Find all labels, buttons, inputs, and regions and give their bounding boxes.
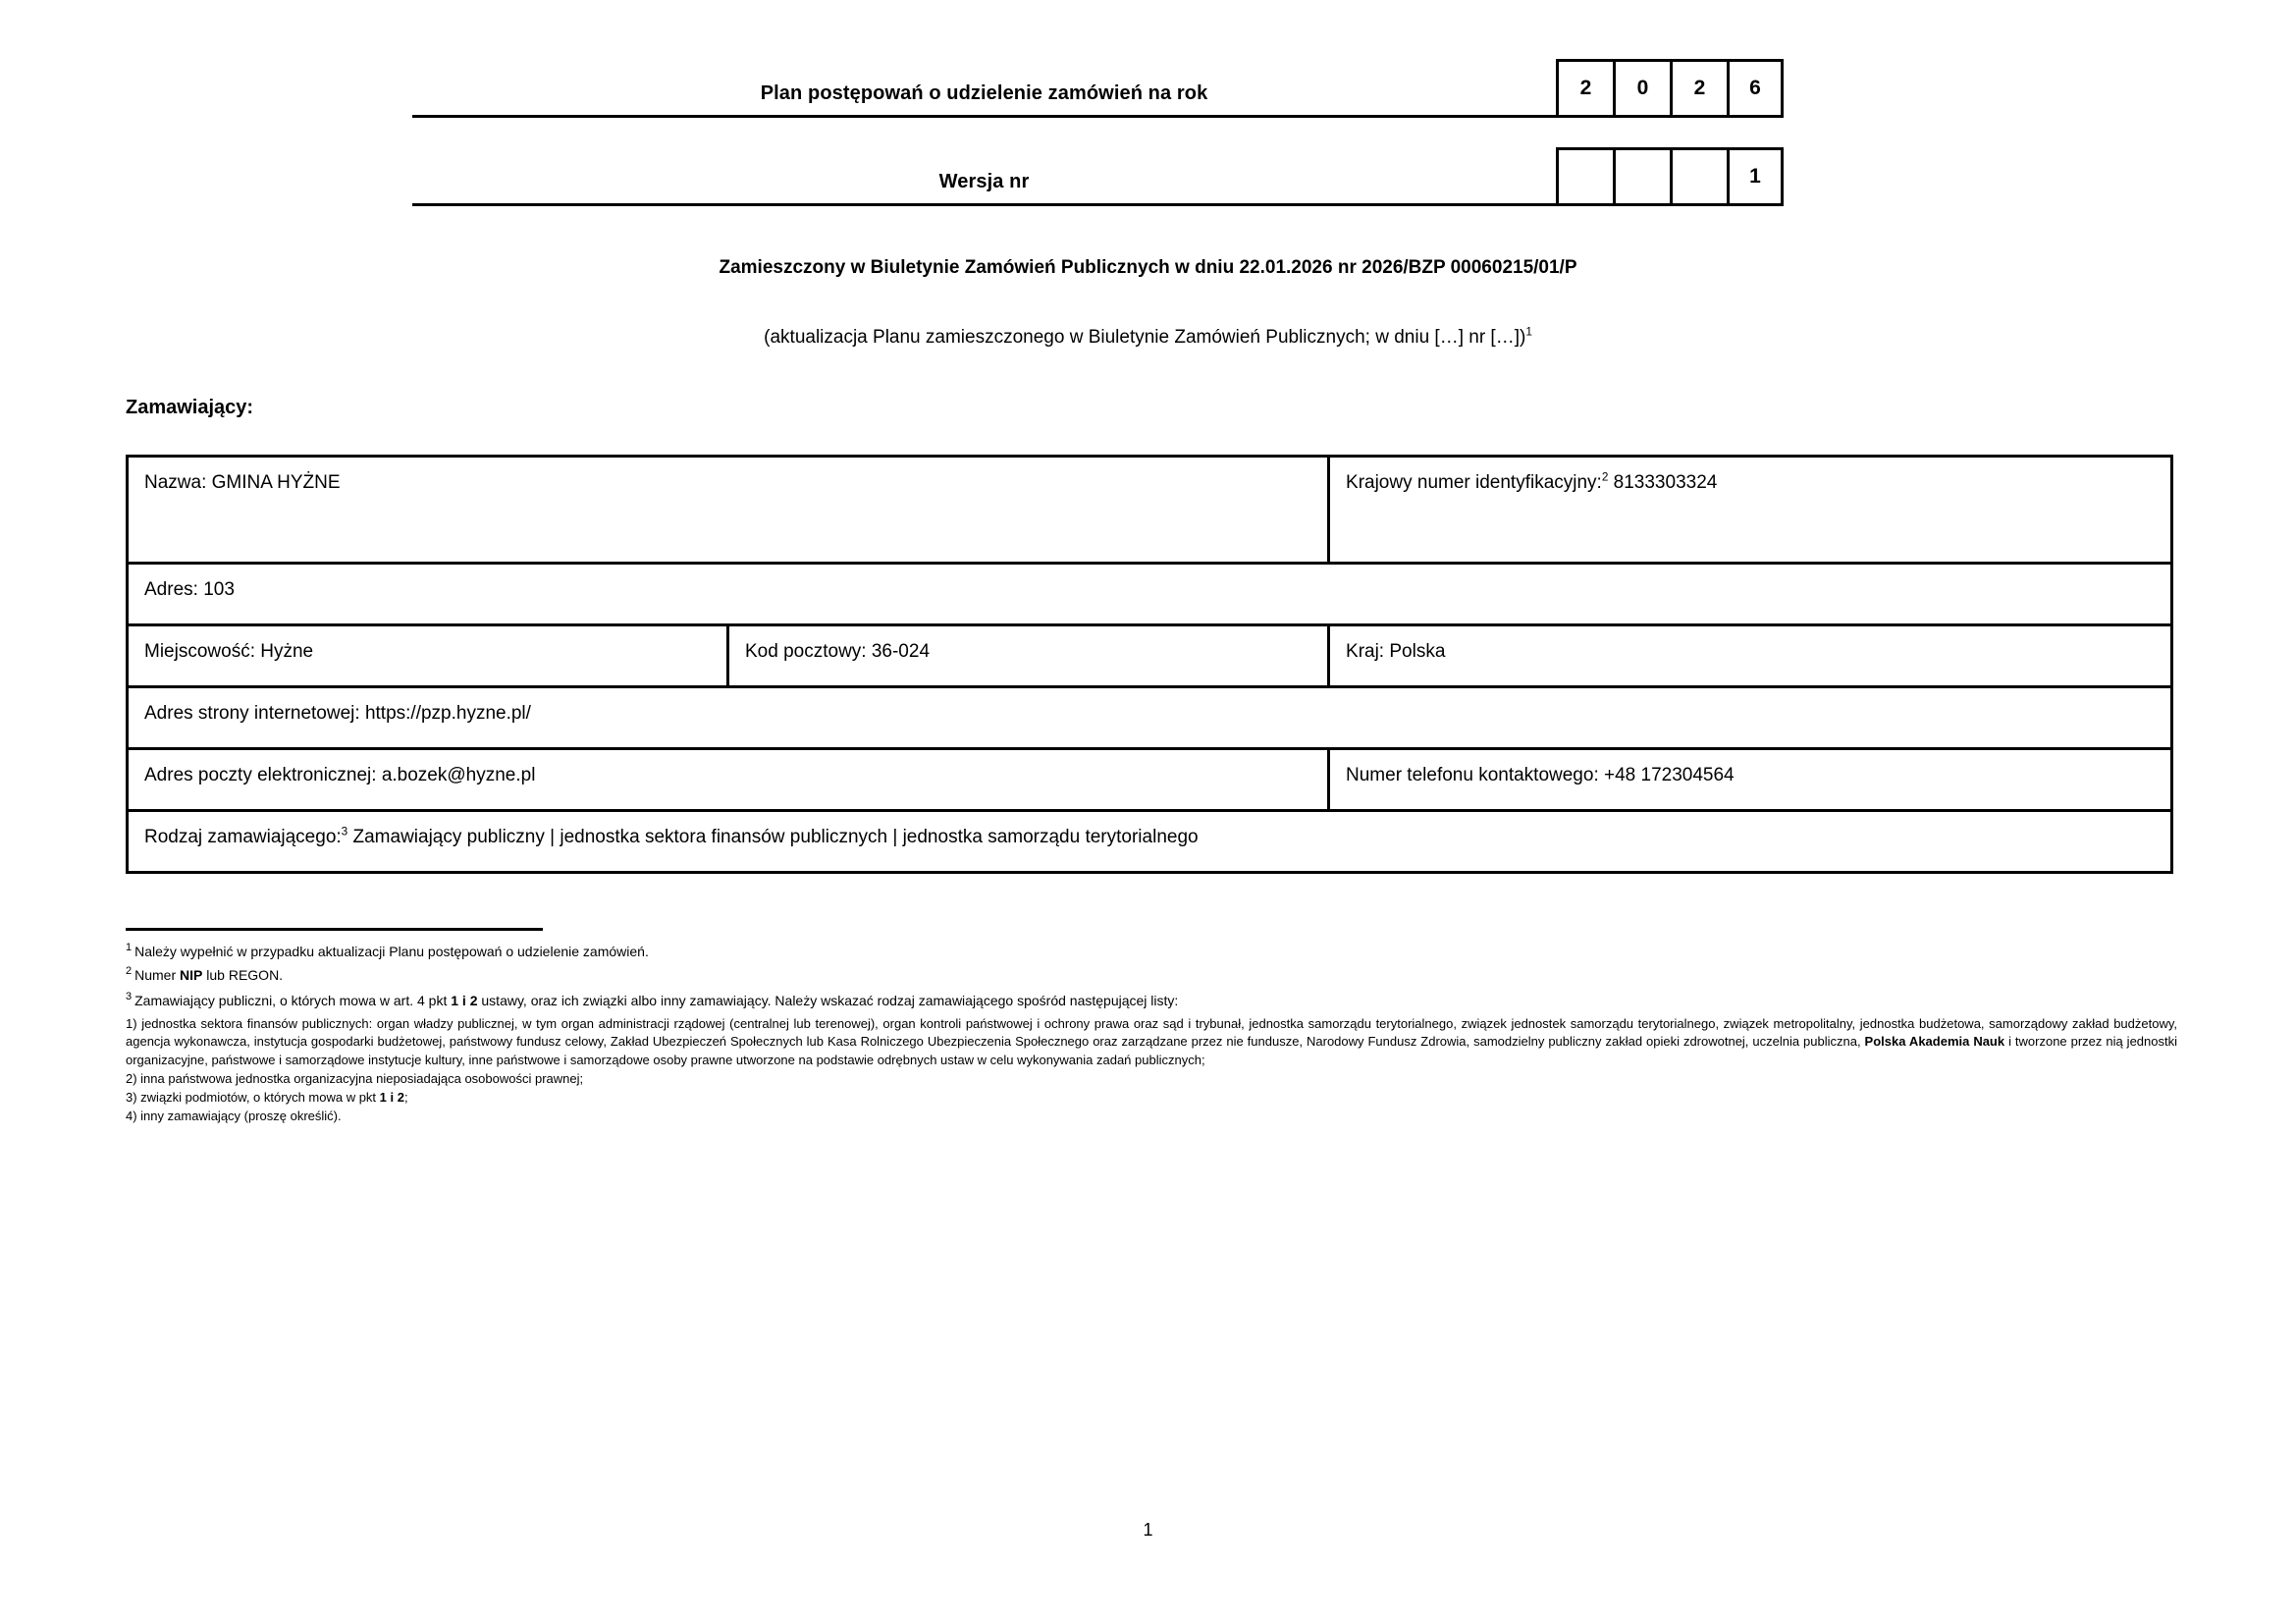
email-cell: Adres poczty elektronicznej: a.bozek@hyzne.pl bbox=[128, 749, 1329, 811]
footnote-2-text-prefix: Numer bbox=[134, 966, 181, 983]
version-digit-1[interactable] bbox=[1556, 147, 1613, 206]
footnote-3-item-3-a: 3) związki podmiotów, o których mowa w pkt bbox=[126, 1090, 380, 1105]
table-row-city bbox=[128, 625, 2172, 687]
publication-line: Zamieszczony w Biuletynie Zamówień Publicznych w dniu 22.01.2026 nr 2026/BZP 00060215/01/P bbox=[719, 257, 1577, 278]
footnote-1-text: Należy wypełnić w przypadku aktualizacji Planu postępowań o udzielenie zamówień. bbox=[134, 944, 649, 959]
header-block bbox=[412, 59, 1885, 208]
country-cell: Kraj: Polska bbox=[1329, 625, 2172, 687]
footnote-3-intro-strong: 1 i 2 bbox=[451, 992, 478, 1008]
national-id-cell bbox=[1329, 457, 2172, 564]
footnote-3-item-3-b: ; bbox=[403, 1090, 408, 1105]
footnote-3-marker: 3 bbox=[126, 991, 133, 1003]
address-cell: Adres: 103 bbox=[128, 564, 2172, 625]
authority-type-cell bbox=[128, 811, 2172, 873]
footnote-2-text-strong: NIP bbox=[180, 966, 203, 983]
table-row-website bbox=[128, 687, 2172, 749]
year-boxes bbox=[1556, 59, 1784, 118]
year-digit-4[interactable]: 6 bbox=[1727, 59, 1784, 118]
authority-type-value: Zamawiający publiczny | jednostka sektora finansów publicznych | jednostka samorządu terytorialnego bbox=[347, 827, 1199, 847]
version-boxes bbox=[1556, 147, 1784, 206]
contracting-authority-label: Zamawiający: bbox=[126, 397, 254, 418]
footnote-2-text-suffix: lub REGON. bbox=[202, 966, 284, 983]
national-id-footnote-marker: 2 bbox=[1601, 470, 1609, 484]
plan-year-row bbox=[412, 59, 1885, 120]
authority-type-footnote-marker: 3 bbox=[341, 825, 348, 839]
website-cell: Adres strony internetowej: https://pzp.hyzne.pl/ bbox=[128, 687, 2172, 749]
footnote-3-item-3 bbox=[126, 1089, 2177, 1108]
footnote-3-item-1 bbox=[126, 1015, 2177, 1071]
footnote-3-intro-b: ustawy, oraz ich związki albo inny zamawiający. Należy wskazać rodzaj zamawiającego spośród następującej listy: bbox=[477, 992, 1179, 1008]
footnote-3-item-3-strong: 1 i 2 bbox=[379, 1090, 404, 1105]
footnote-3-item-1-a: 1) jednostka sektora finansów publicznych: organ władzy publicznej, w tym organ administracji rządowej (centralnej lub terenowej), organ kontroli państwowej i ochrony prawa oraz sąd i trybunał, jednostka samorządu terytorialnego, związek jednostek samorządu terytorialnego, związek metropolitalny, jednostka budżetowa, samorządowy zakład budżetowy, agencja wykonawcza, instytucja gospodarki budżetowej, państwowy fundusz celowy, Zakład Ubezpieczeń Społecznych lub Kasa Rolniczego Ubezpieczenia Społecznego oraz zarządzane przez nie fundusze, Narodowy Fundusz Zdrowia, samodzielny publiczny zakład opieki zdrowotnej, uczelnia publiczna, bbox=[126, 1015, 2177, 1050]
footnote-3-intro-a: Zamawiający publiczni, o których mowa w art. 4 pkt bbox=[134, 992, 452, 1008]
footnote-3-item-1-strong: Polska Akademia Nauk bbox=[1864, 1034, 2005, 1050]
version-row bbox=[412, 147, 1885, 208]
table-row-type bbox=[128, 811, 2172, 873]
year-digit-1[interactable]: 2 bbox=[1556, 59, 1613, 118]
table-row-contact bbox=[128, 749, 2172, 811]
footnote-3 bbox=[126, 992, 2177, 1011]
footnotes-block bbox=[126, 943, 2177, 1126]
update-line bbox=[0, 327, 2296, 349]
version-title-cell bbox=[412, 147, 1556, 206]
contracting-authority-table bbox=[126, 455, 2173, 874]
authority-name-cell: Nazwa: GMINA HYŻNE bbox=[128, 457, 1329, 564]
year-digit-3[interactable]: 2 bbox=[1670, 59, 1727, 118]
footnote-2 bbox=[126, 966, 2177, 986]
postal-code-cell: Kod pocztowy: 36-024 bbox=[728, 625, 1329, 687]
update-line-text: (aktualizacja Planu zamieszczonego w Biuletynie Zamówień Publicznych; w dniu […] nr […]) bbox=[764, 327, 1526, 348]
version-digit-3[interactable] bbox=[1670, 147, 1727, 206]
phone-cell: Numer telefonu kontaktowego: +48 172304564 bbox=[1329, 749, 2172, 811]
table-row-name bbox=[128, 457, 2172, 564]
national-id-value: 8133303324 bbox=[1608, 472, 1718, 493]
version-digit-2[interactable] bbox=[1613, 147, 1670, 206]
footnote-1 bbox=[126, 943, 2177, 962]
update-line-footnote-marker: 1 bbox=[1525, 325, 1532, 339]
plan-title-cell bbox=[412, 59, 1556, 118]
version-digit-4[interactable]: 1 bbox=[1727, 147, 1784, 206]
page-number: 1 bbox=[1143, 1520, 1153, 1540]
city-cell: Miejscowość: Hyżne bbox=[128, 625, 728, 687]
footnote-3-item-4: 4) inny zamawiający (proszę określić). bbox=[126, 1108, 342, 1123]
footnote-1-marker: 1 bbox=[126, 942, 133, 954]
table-row-address bbox=[128, 564, 2172, 625]
authority-type-label: Rodzaj zamawiającego: bbox=[144, 827, 342, 847]
version-label: Wersja nr bbox=[938, 171, 1030, 192]
footnote-3-item-2: 2) inna państwowa jednostka organizacyjna nieposiadająca osobowości prawnej; bbox=[126, 1071, 584, 1087]
footnote-3-item-1-b: i tworzone przez nią jednostki organizacyjne, państwowe i samorządowe instytucje kultury, inne państwowe i samorządowe osoby prawne utworzone na podstawie odrębnych ustaw w celu wykonywania zadań publicznych; bbox=[126, 1034, 2177, 1068]
footnote-2-marker: 2 bbox=[126, 965, 133, 978]
footnote-3-list bbox=[126, 1015, 2177, 1126]
national-id-label: Krajowy numer identyfikacyjny: bbox=[1346, 472, 1602, 493]
year-digit-2[interactable]: 0 bbox=[1613, 59, 1670, 118]
footnote-separator bbox=[126, 928, 543, 931]
page-title: Plan postępowań o udzielenie zamówień na rok bbox=[760, 82, 1208, 104]
